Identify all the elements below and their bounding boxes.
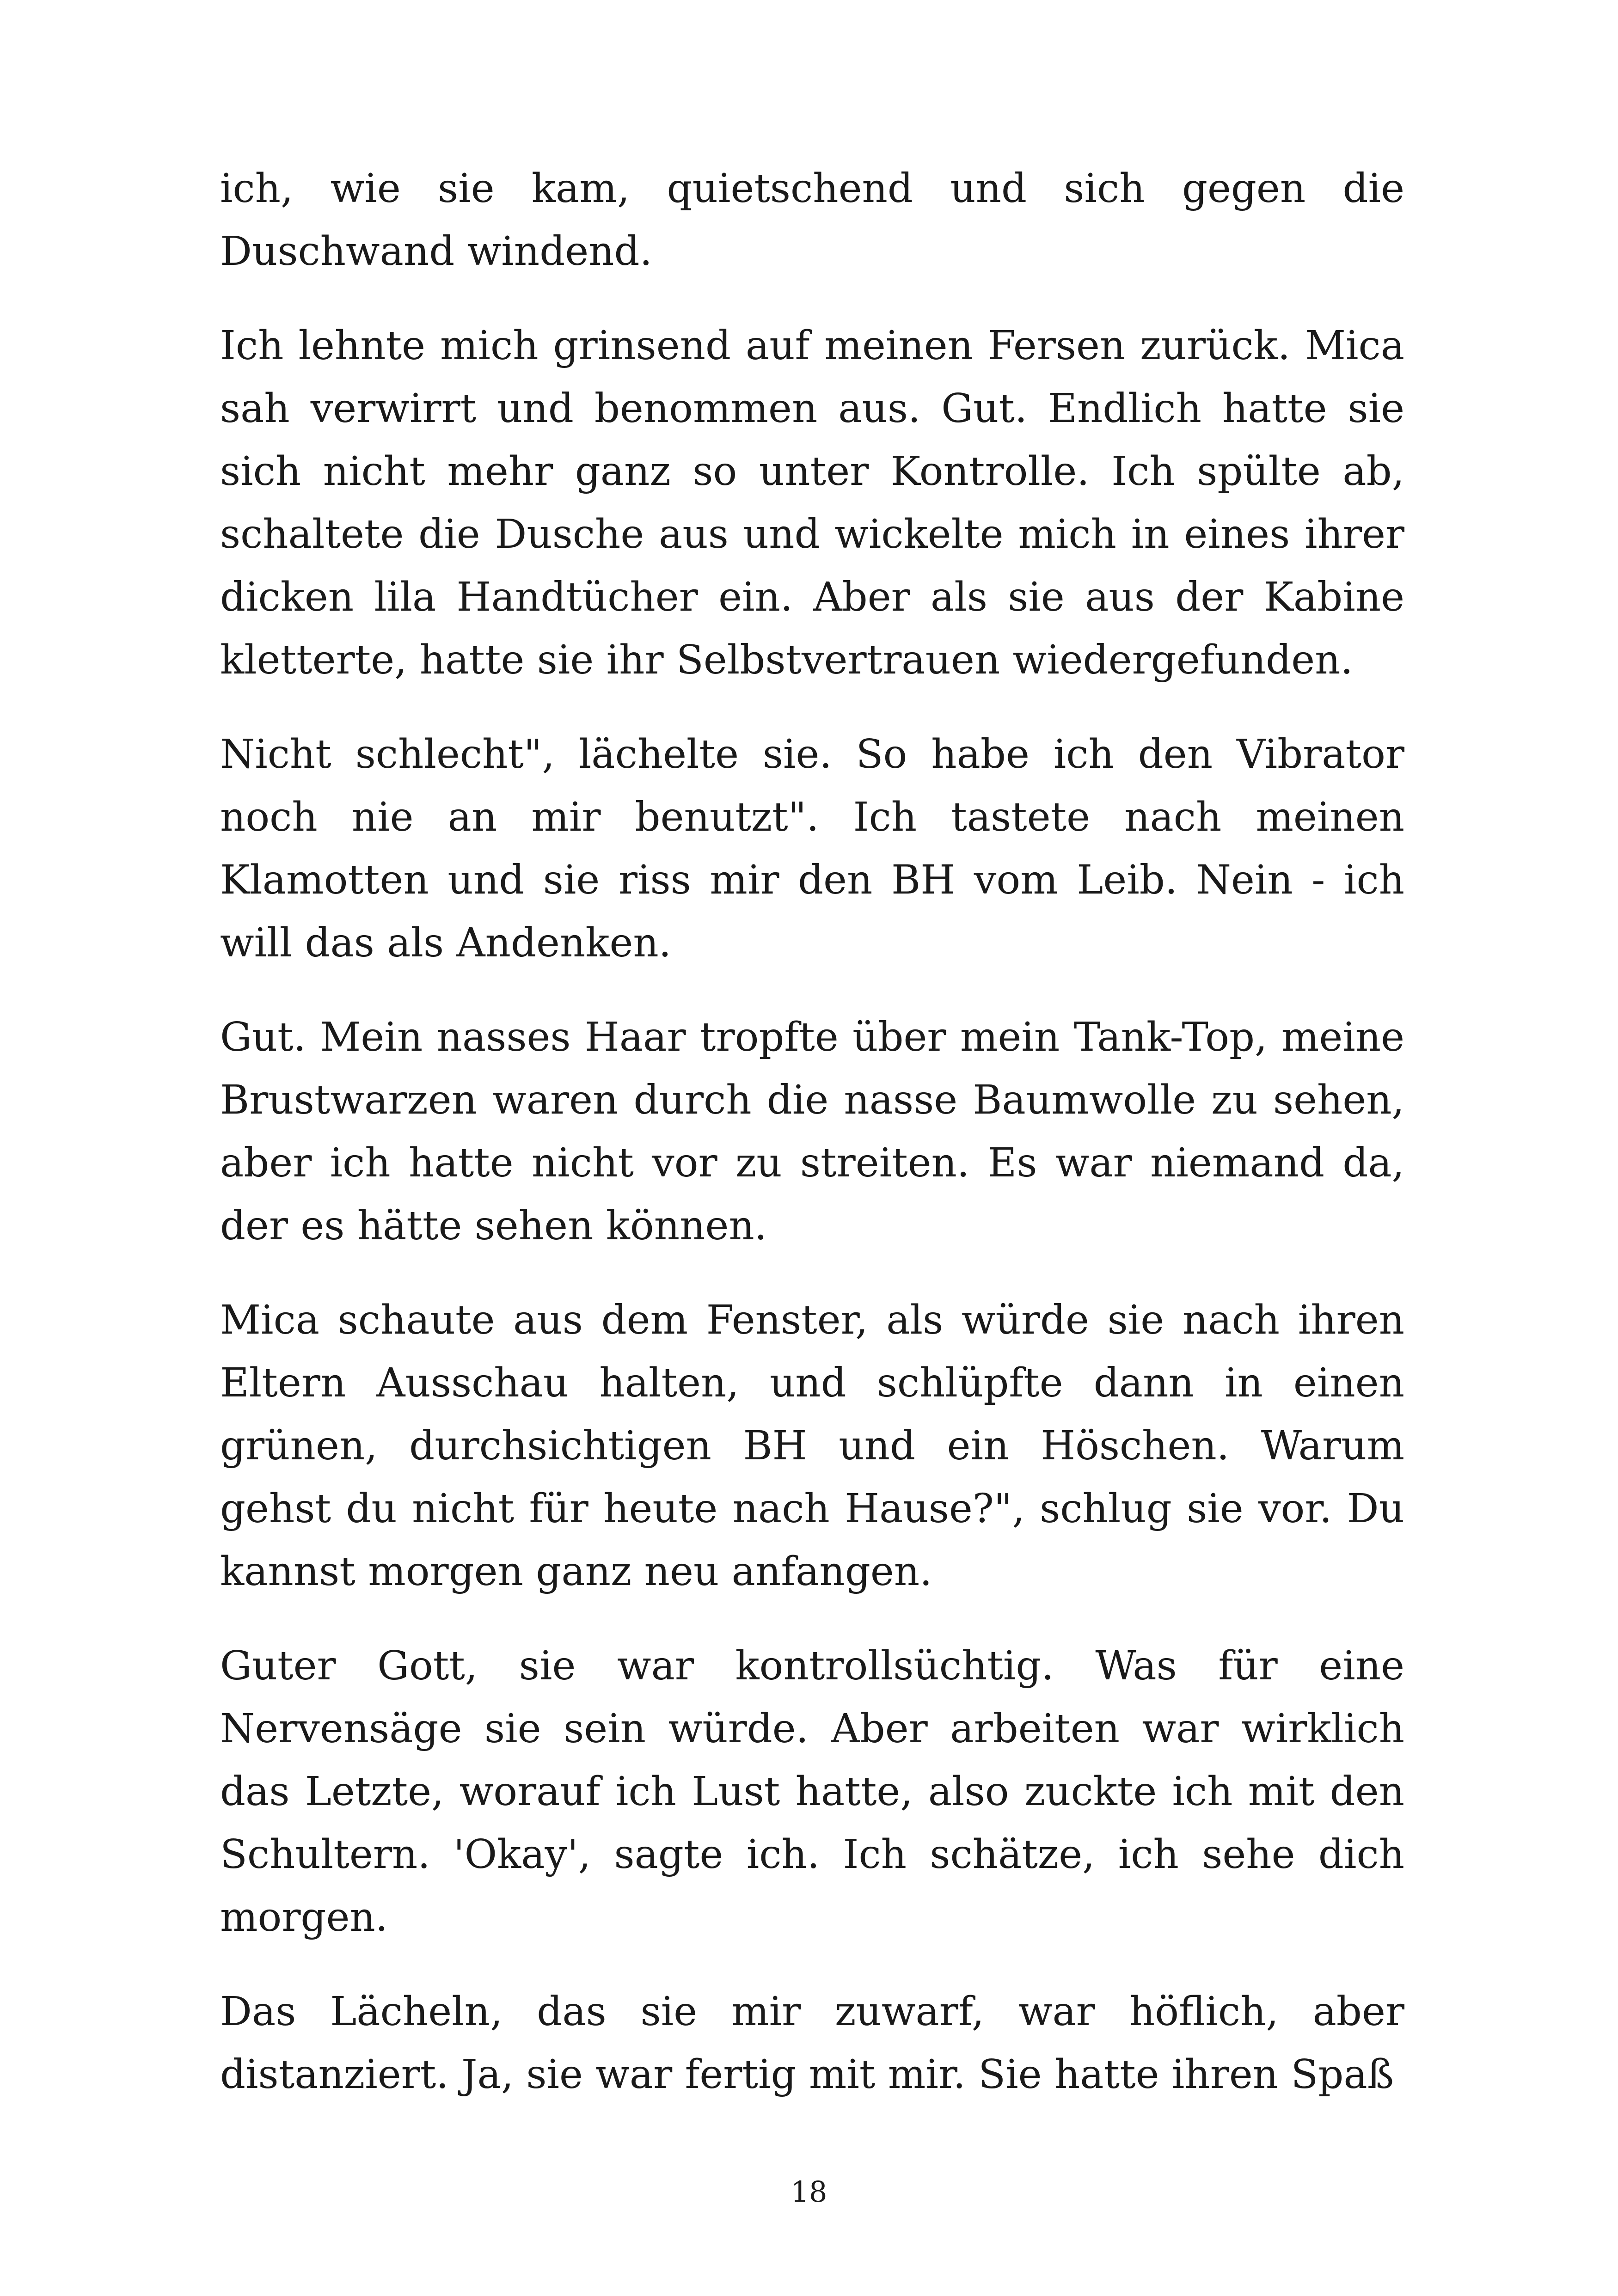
page-number: 18 (791, 2175, 827, 2209)
paragraph-6: Guter Gott, sie war kontrollsüchtig. Was für eine Nervensäge sie sein würde. Aber arbeiten war wirklich das Letzte, worauf ich Lust hatte, also zuckte ich mit den Schultern. 'Okay', sagte ich. Ich schätze, ich sehe dich morgen. (220, 1643, 1404, 1941)
paragraph-1: ich, wie sie kam, quietschend und sich gegen die Duschwand windend. (220, 165, 1404, 275)
paragraph-2: Ich lehnte mich grinsend auf meinen Fersen zurück. Mica sah verwirrt und benommen aus. Gut. Endlich hatte sie sich nicht mehr ganz so unter Kontrolle. Ich spülte ab, schaltete die Dusche aus und wickelte mich in eines ihrer dicken lila Handtücher ein. Aber als sie aus der Kabine kletterte, hatte sie ihr Selbstvertrauen wiedergefunden. (220, 323, 1404, 683)
paragraph-7: Das Lächeln, das sie mir zuwarf, war höflich, aber distanziert. Ja, sie war fertig mit mir. Sie hatte ihren Spaß (220, 1989, 1404, 2098)
paragraph-5: Mica schaute aus dem Fenster, als würde sie nach ihren Eltern Ausschau halten, und schlüpfte dann in einen grünen, durchsichtigen BH und ein Höschen. Warum gehst du nicht für heute nach Hause?", schlug sie vor. Du kannst morgen ganz neu anfangen. (220, 1297, 1404, 1595)
paragraph-4: Gut. Mein nasses Haar tropfte über mein Tank-Top, meine Brustwarzen waren durch die nasse Baumwolle zu sehen, aber ich hatte nicht vor zu streiten. Es war niemand da, der es hätte sehen können. (220, 1014, 1404, 1249)
body-text (220, 157, 1404, 2137)
paragraph-3: Nicht schlecht", lächelte sie. So habe ich den Vibrator noch nie an mir benutzt". Ich tastete nach meinen Klamotten und sie riss mir den BH vom Leib. Nein - ich will das als Andenken. (220, 731, 1404, 966)
